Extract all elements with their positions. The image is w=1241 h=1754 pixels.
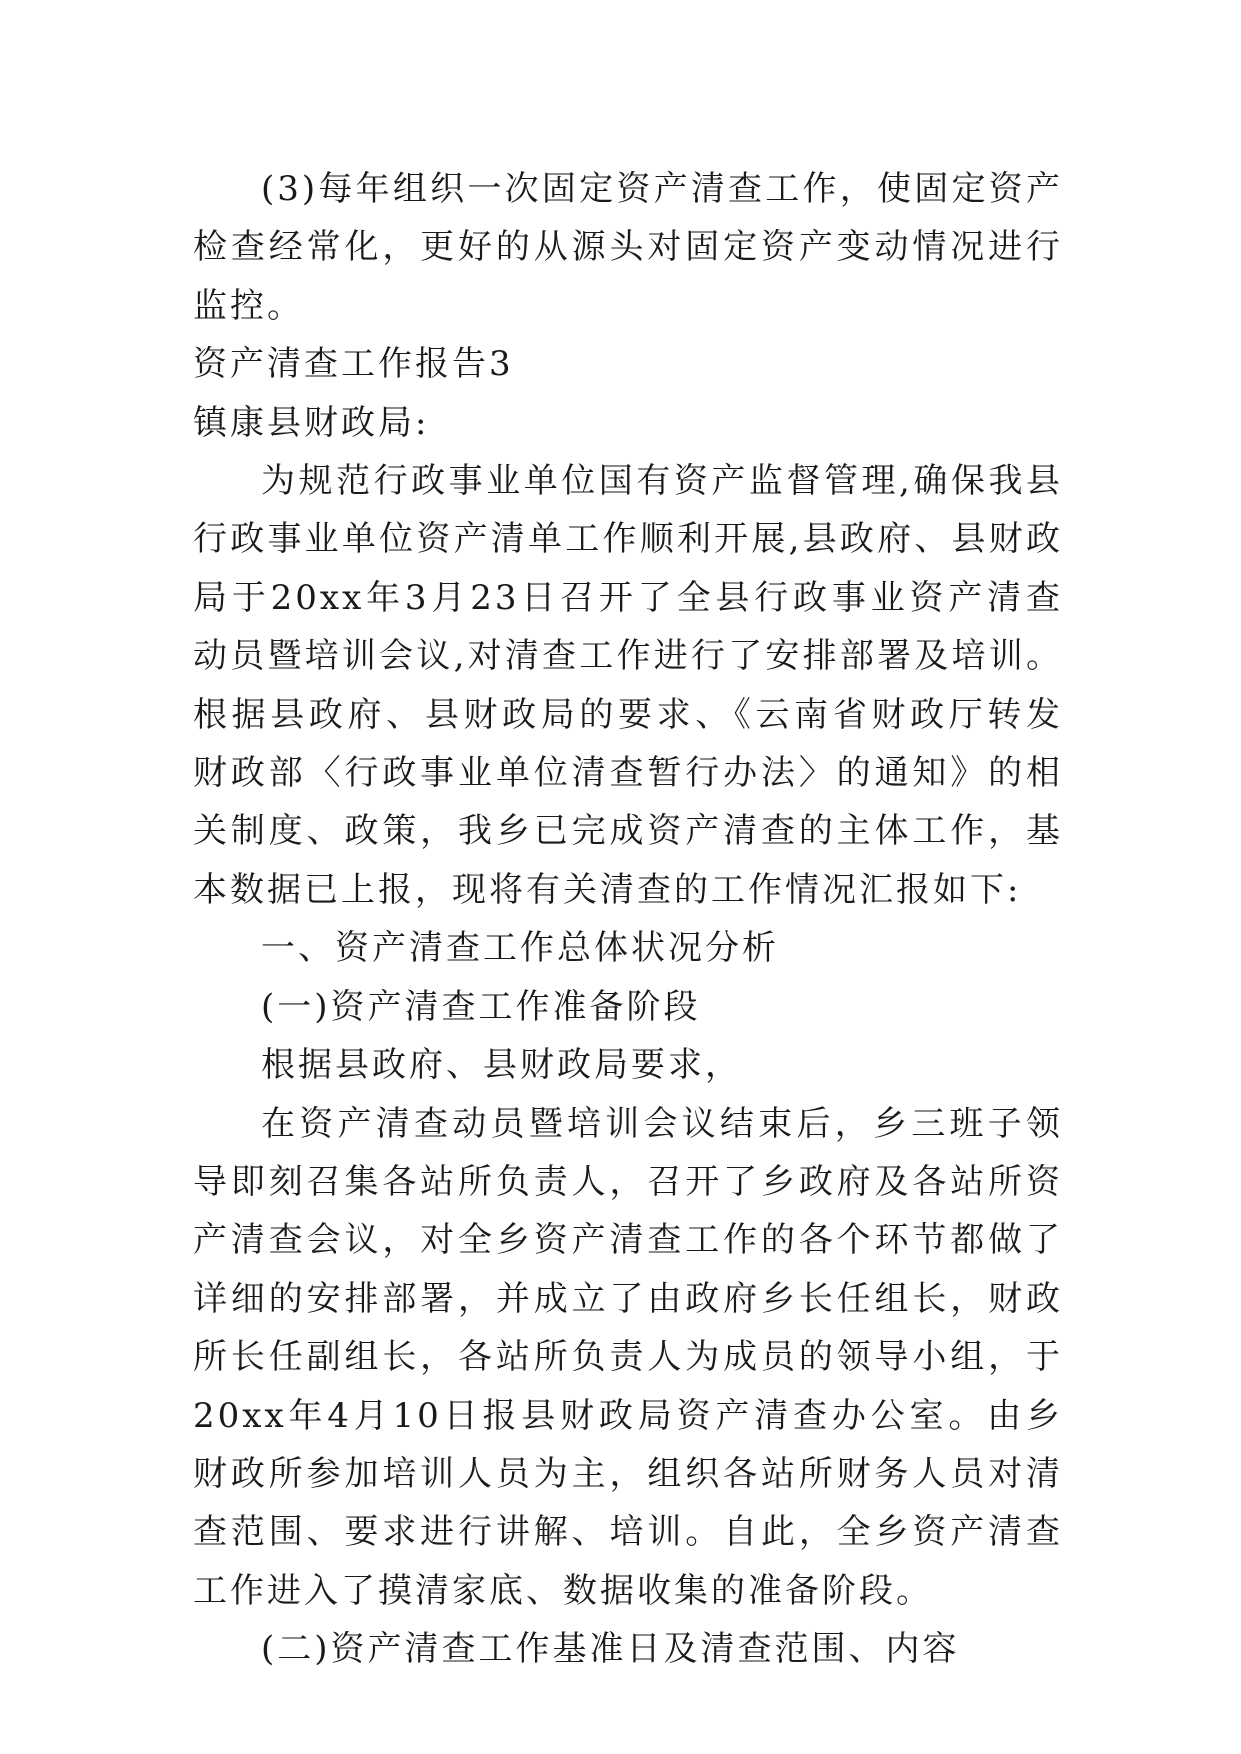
body-paragraph: 在资产清查动员暨培训会议结束后，乡三班子领导即刻召集各站所负责人，召开了乡政府及各站所资产清查会议，对全乡资产清查工作的各个环节都做了详细的安排部署，并成立了由政府乡长任组长，财政所长任副组长，各站所负责人为成员的领导小组，于20xx年4月10日报县财政局资产清查办公室。由乡财政所参加培训人员为主，组织各站所财务人员对清查范围、要求进行讲解、培训。自此，全乡资产清查工作进入了摸清家底、数据收集的准备阶段。	[193, 1103, 1063, 1611]
document-page	[193, 160, 1063, 1679]
section-heading-1: 一、资产清查工作总体状况分析	[261, 928, 779, 969]
report-heading: 资产清查工作报告3	[193, 344, 514, 385]
intro-paragraph: 为规范行政事业单位国有资产监督管理,确保我县行政事业单位资产清单工作顺利开展,县政府、县财政局于20xx年3月23日召开了全县行政事业资产清查动员暨培训会议,对清查工作进行了安排部署及培训。根据县政府、县财政局的要求、《云南省财政厅转发财政部〈行政事业单位清查暂行办法〉的通知》的相关制度、政策，我乡已完成资产清查的主体工作，基本数据已上报，现将有关清查的工作情况汇报如下:	[193, 461, 1063, 910]
paragraph-item-3: (3)每年组织一次固定资产清查工作，使固定资产检查经常化，更好的从源头对固定资产变动情况进行监控。	[193, 169, 1063, 326]
addressee: 镇康县财政局:	[193, 402, 430, 443]
body-paragraph: 根据县政府、县财政局要求，	[261, 1045, 742, 1086]
subsection-heading-1: (一)资产清查工作准备阶段	[261, 986, 701, 1027]
subsection-heading-2: (二)资产清查工作基准日及清查范围、内容	[261, 1629, 960, 1670]
